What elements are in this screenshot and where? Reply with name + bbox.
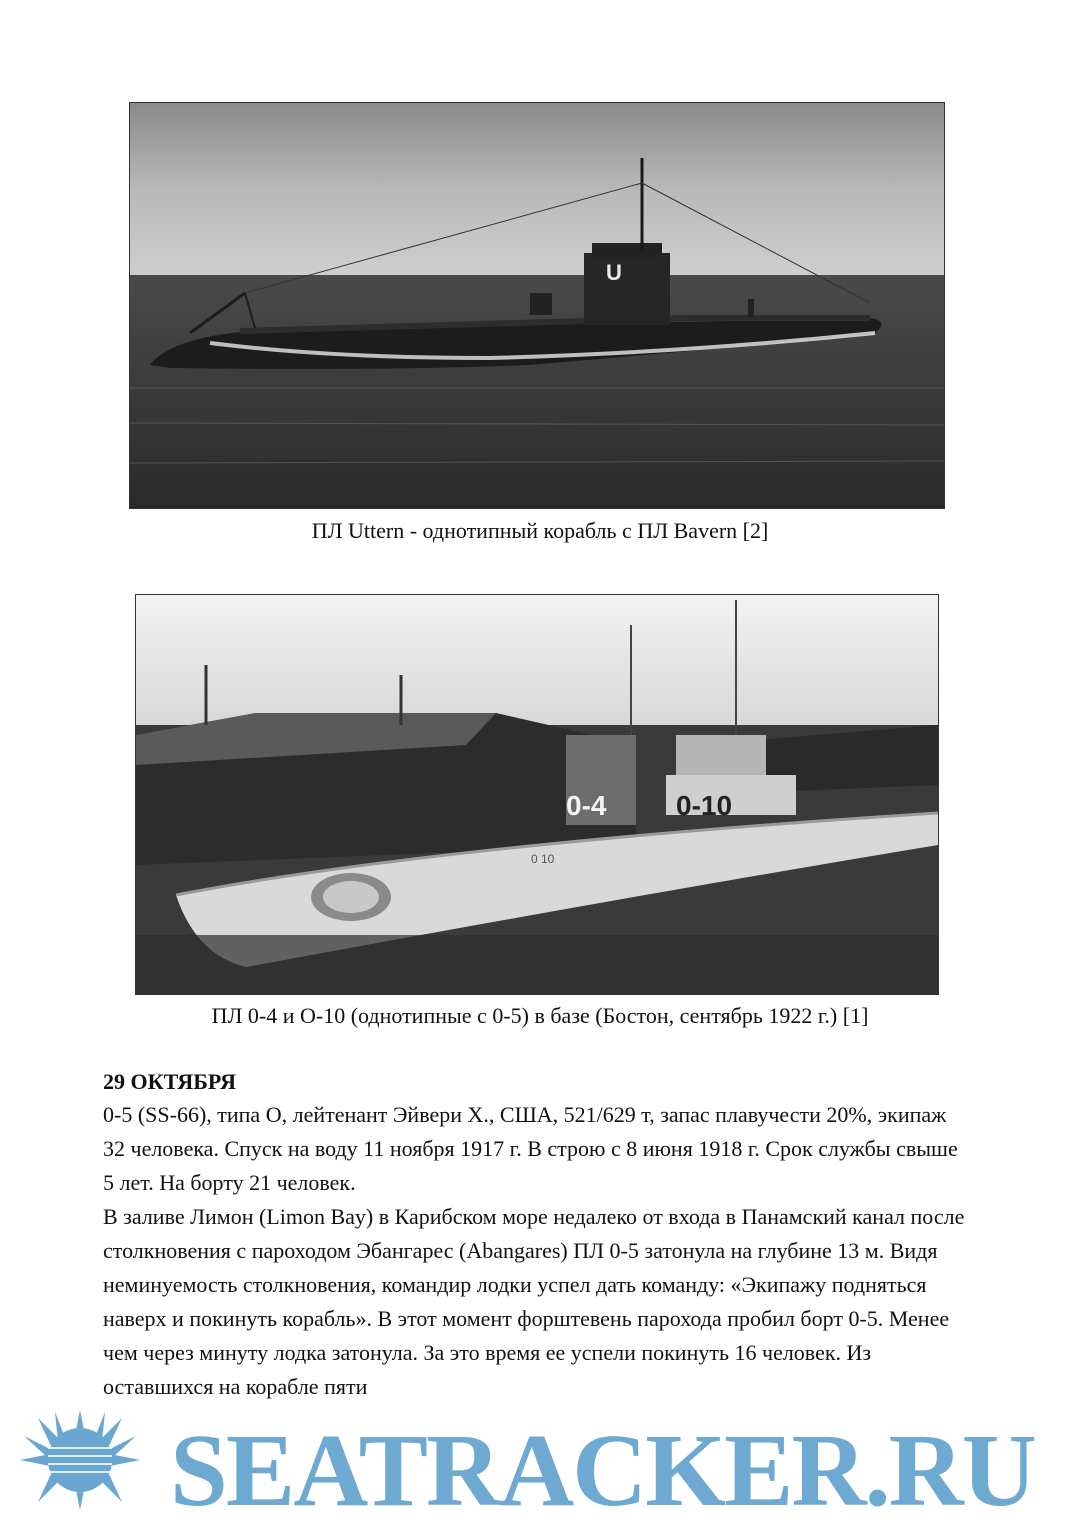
section-heading-date: 29 ОКТЯБРЯ — [103, 1069, 237, 1094]
paragraph-submarine-specs: 0-5 (SS-66), типа О, лейтенант Эйвери Х., США, 521/629 т, запас плавучести 20%, экипаж 32 человека. Спуск на воду 11 ноября 1917 г. В строю с 8 июня 1918 г. Срок службы свыше 5 лет. На борту 21 человек. — [103, 1102, 958, 1195]
watermark-graphic — [0, 1400, 1080, 1515]
bow-marking: 0 10 — [531, 852, 555, 866]
sun-logo-icon — [20, 1410, 140, 1510]
photo-uttern-submarine — [129, 102, 945, 509]
paragraph-sinking-account: В заливе Лимон (Limon Bay) в Карибском море недалеко от входа в Панамский канал после столкновения с пароходом Эбангарес (Abangares) ПЛ 0-5 затонула на глубине 13 м. Видя неминуемость столкновения, командир лодки успел дать команду: «Экипажу подняться наверх и покинуть корабль». В этот момент форштевень парохода пробил борт 0-5. Менее чем через минуту лодка затонула. За это время ее успели покинуть 16 человек. Из оставшихся на корабле пяти — [103, 1204, 965, 1399]
seatracker-watermark — [0, 1400, 1080, 1515]
figure-caption-1: ПЛ Uttern - однотипный корабль с ПЛ Bavern [2] — [311, 518, 769, 543]
submarine-number-right: 0-10 — [676, 790, 733, 821]
submarine-at-sea-image — [130, 103, 944, 508]
photo-o4-o10-submarines — [135, 594, 939, 995]
submarines-at-base-image — [136, 595, 938, 994]
submarine-number-left: 0-4 — [566, 790, 607, 821]
hull-letter: U — [606, 260, 622, 285]
watermark-text: SEATRACKER.RU — [170, 1413, 1035, 1515]
figure-caption-2: ПЛ 0-4 и О-10 (однотипные с 0-5) в базе (Бостон, сентябрь 1922 г.) [1] — [211, 1003, 869, 1028]
